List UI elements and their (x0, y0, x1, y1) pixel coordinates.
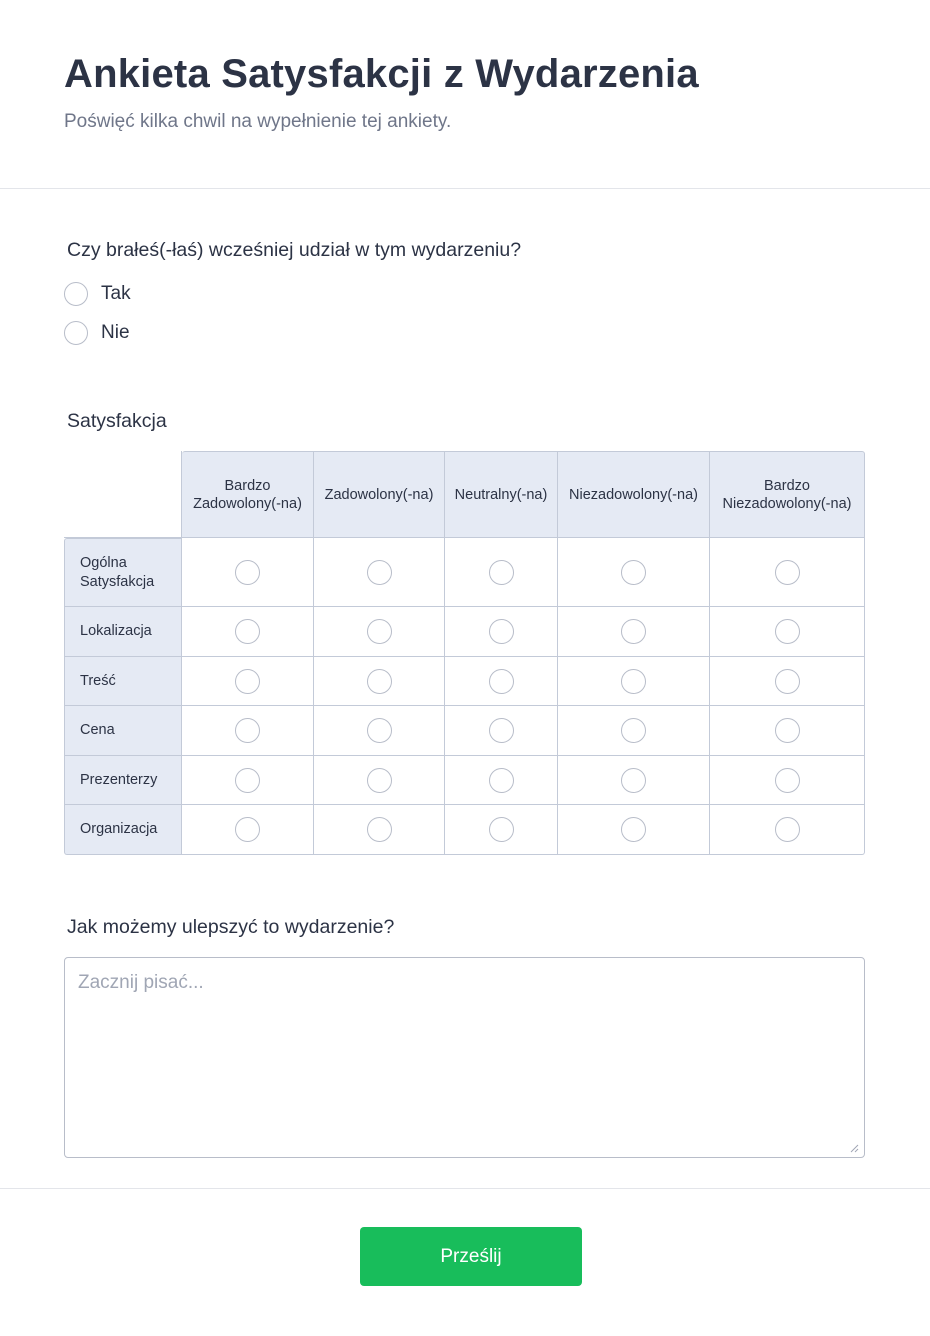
radio-option-yes-label: Tak (101, 283, 131, 304)
matrix-cell[interactable] (445, 657, 558, 706)
matrix-row-label: Cena (64, 706, 182, 756)
matrix-row (64, 805, 865, 855)
matrix-cell[interactable] (558, 706, 710, 756)
matrix-cell[interactable] (314, 538, 445, 607)
question-attended-label: Czy brałeś(-łaś) wcześniej udział w tym wydarzeniu? (67, 239, 522, 261)
radio-empty-icon[interactable] (775, 560, 800, 585)
matrix-corner (64, 451, 182, 538)
matrix-column-header: Bardzo Zadowolony(-na) (182, 451, 314, 538)
matrix-column-header: Niezadowolony(-na) (558, 451, 710, 538)
matrix-cell[interactable] (182, 607, 314, 657)
matrix-cell[interactable] (710, 805, 865, 855)
matrix-row (64, 538, 865, 607)
matrix-row (64, 756, 865, 805)
radio-empty-icon[interactable] (775, 669, 800, 694)
matrix-header-row (64, 451, 865, 538)
page-title: Ankieta Satysfakcji z Wydarzenia (64, 52, 699, 96)
radio-option-no-label: Nie (101, 322, 130, 343)
radio-empty-icon[interactable] (489, 768, 514, 793)
radio-option-yes[interactable] (64, 281, 131, 307)
radio-empty-icon[interactable] (235, 560, 260, 585)
matrix-row-label: Lokalizacja (64, 607, 182, 657)
matrix-cell[interactable] (710, 706, 865, 756)
radio-empty-icon[interactable] (621, 619, 646, 644)
radio-empty-icon[interactable] (621, 817, 646, 842)
radio-empty-icon[interactable] (235, 669, 260, 694)
improve-question-label: Jak możemy ulepszyć to wydarzenie? (67, 916, 395, 938)
radio-empty-icon[interactable] (775, 768, 800, 793)
radio-empty-icon[interactable] (489, 619, 514, 644)
matrix-cell[interactable] (314, 607, 445, 657)
radio-empty-icon[interactable] (235, 619, 260, 644)
matrix-row (64, 657, 865, 706)
matrix-cell[interactable] (558, 805, 710, 855)
matrix-cell[interactable] (445, 805, 558, 855)
radio-empty-icon[interactable] (621, 560, 646, 585)
matrix-row (64, 706, 865, 756)
radio-empty-icon[interactable] (489, 718, 514, 743)
matrix-column-header: Zadowolony(-na) (314, 451, 445, 538)
matrix-row-label: Treść (64, 657, 182, 706)
radio-empty-icon[interactable] (235, 817, 260, 842)
matrix-cell[interactable] (182, 756, 314, 805)
matrix-cell[interactable] (445, 607, 558, 657)
radio-empty-icon[interactable] (64, 321, 88, 345)
radio-empty-icon[interactable] (367, 560, 392, 585)
radio-empty-icon[interactable] (367, 619, 392, 644)
satisfaction-matrix (64, 451, 865, 855)
matrix-cell[interactable] (558, 538, 710, 607)
matrix-cell[interactable] (558, 607, 710, 657)
improve-textarea[interactable] (64, 957, 865, 1158)
matrix-cell[interactable] (445, 706, 558, 756)
radio-empty-icon[interactable] (64, 282, 88, 306)
radio-empty-icon[interactable] (775, 619, 800, 644)
form-header (0, 0, 930, 189)
submit-button[interactable]: Prześlij (360, 1227, 582, 1286)
matrix-cell[interactable] (558, 657, 710, 706)
radio-empty-icon[interactable] (621, 718, 646, 743)
matrix-row-label: Prezenterzy (64, 756, 182, 805)
radio-empty-icon[interactable] (489, 669, 514, 694)
radio-empty-icon[interactable] (621, 669, 646, 694)
radio-empty-icon[interactable] (775, 817, 800, 842)
radio-empty-icon[interactable] (367, 669, 392, 694)
matrix-cell[interactable] (710, 607, 865, 657)
matrix-cell[interactable] (182, 538, 314, 607)
radio-empty-icon[interactable] (235, 768, 260, 793)
radio-empty-icon[interactable] (775, 718, 800, 743)
matrix-cell[interactable] (710, 538, 865, 607)
matrix-column-header: Bardzo Niezadowolony(-na) (710, 451, 865, 538)
radio-empty-icon[interactable] (489, 560, 514, 585)
radio-empty-icon[interactable] (235, 718, 260, 743)
matrix-cell[interactable] (314, 657, 445, 706)
matrix-row-label: Ogólna Satysfakcja (64, 538, 182, 607)
radio-empty-icon[interactable] (367, 718, 392, 743)
matrix-cell[interactable] (314, 756, 445, 805)
radio-empty-icon[interactable] (367, 817, 392, 842)
radio-empty-icon[interactable] (367, 768, 392, 793)
matrix-cell[interactable] (445, 756, 558, 805)
matrix-cell[interactable] (445, 538, 558, 607)
matrix-row (64, 607, 865, 657)
matrix-cell[interactable] (314, 706, 445, 756)
matrix-cell[interactable] (710, 657, 865, 706)
page-subtitle: Poświęć kilka chwil na wypełnienie tej ankiety. (64, 111, 452, 132)
satisfaction-label: Satysfakcja (67, 410, 167, 432)
matrix-cell[interactable] (558, 756, 710, 805)
resize-handle-icon[interactable] (849, 1143, 859, 1153)
matrix-cell[interactable] (710, 756, 865, 805)
matrix-cell[interactable] (314, 805, 445, 855)
radio-option-no[interactable] (64, 320, 130, 346)
matrix-cell[interactable] (182, 805, 314, 855)
matrix-column-header: Neutralny(-na) (445, 451, 558, 538)
matrix-cell[interactable] (182, 706, 314, 756)
footer-divider (0, 1188, 930, 1189)
matrix-row-label: Organizacja (64, 805, 182, 855)
radio-empty-icon[interactable] (489, 817, 514, 842)
matrix-cell[interactable] (182, 657, 314, 706)
radio-empty-icon[interactable] (621, 768, 646, 793)
